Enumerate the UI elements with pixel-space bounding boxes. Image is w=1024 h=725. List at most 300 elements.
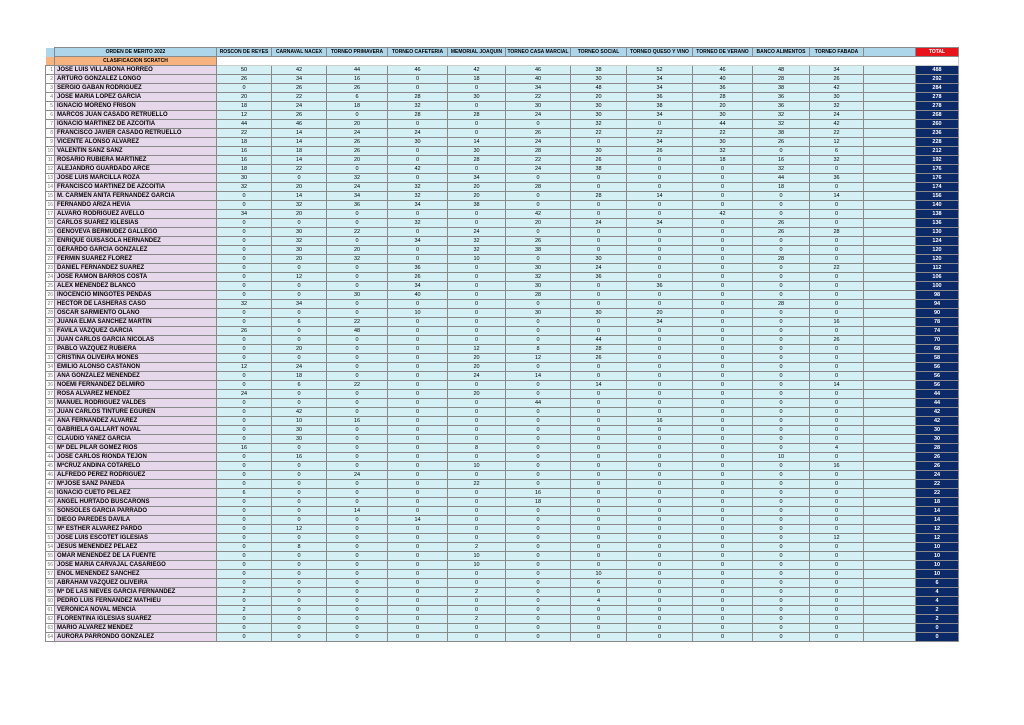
rank-cell: 48	[47, 490, 53, 496]
score-cell: 0	[810, 183, 864, 192]
player-name: JOSE MARIA LOPEZ GARCIA	[55, 93, 217, 102]
rank-cell: 3	[46, 84, 55, 93]
score-cell: 0	[753, 273, 810, 282]
score-cell: 28	[753, 255, 810, 264]
score-cell: 36	[810, 174, 864, 183]
score-cell: 0	[693, 345, 753, 354]
empty-cell	[864, 192, 916, 201]
total-cell: 56	[916, 381, 959, 390]
score-cell: 0	[272, 606, 327, 615]
score-cell: 0	[693, 453, 753, 462]
score-cell: 0	[810, 309, 864, 318]
score-cell: 46	[693, 66, 753, 75]
score-cell: 0	[627, 579, 693, 588]
score-cell: 0	[753, 525, 810, 534]
score-cell: 18	[327, 102, 388, 111]
score-cell: 0	[627, 615, 693, 624]
score-cell: 0	[627, 507, 693, 516]
table-row	[46, 345, 959, 354]
table-row	[46, 417, 959, 426]
score-cell: 0	[693, 507, 753, 516]
score-cell: 6	[571, 579, 627, 588]
score-cell: 38	[571, 66, 627, 75]
table-row	[46, 201, 959, 210]
score-cell: 0	[272, 570, 327, 579]
score-cell: 0	[217, 471, 272, 480]
table-row	[46, 363, 959, 372]
empty-cell	[864, 336, 916, 345]
score-cell: 30	[571, 102, 627, 111]
table-row	[46, 525, 959, 534]
score-cell: 0	[693, 282, 753, 291]
total-cell: 192	[916, 156, 959, 165]
score-cell: 30	[272, 228, 327, 237]
score-cell: 14	[388, 516, 448, 525]
player-name: HECTOR DE LASHERAS CASO	[55, 300, 217, 309]
score-cell: 14	[810, 192, 864, 201]
rank-cell: 51	[47, 517, 53, 523]
score-cell: 0	[506, 561, 571, 570]
score-cell: 0	[810, 579, 864, 588]
rank-cell: 20	[47, 238, 53, 244]
total-cell: 174	[916, 183, 959, 192]
score-cell: 0	[327, 489, 388, 498]
empty-cell	[864, 390, 916, 399]
score-cell: 0	[327, 165, 388, 174]
score-cell: 0	[217, 426, 272, 435]
empty-cell	[864, 156, 916, 165]
score-cell: 40	[506, 75, 571, 84]
score-cell: 26	[571, 156, 627, 165]
subtitle-row	[46, 57, 959, 66]
score-cell: 30	[272, 426, 327, 435]
score-cell: 46	[388, 66, 448, 75]
table-row	[46, 498, 959, 507]
score-cell: 0	[448, 435, 506, 444]
rank-cell: 36	[47, 382, 53, 388]
score-cell: 6	[272, 381, 327, 390]
score-cell: 0	[693, 417, 753, 426]
score-cell: 0	[217, 291, 272, 300]
score-cell: 0	[810, 210, 864, 219]
rank-cell: 40	[47, 418, 53, 424]
score-cell: 0	[327, 552, 388, 561]
table-row	[46, 453, 959, 462]
table-row	[46, 552, 959, 561]
table-row	[46, 579, 959, 588]
score-cell: 12	[217, 363, 272, 372]
score-cell: 30	[810, 93, 864, 102]
score-cell: 0	[693, 426, 753, 435]
rank-cell: 5	[46, 102, 55, 111]
score-cell: 0	[327, 237, 388, 246]
score-cell: 30	[388, 138, 448, 147]
table-row	[46, 129, 959, 138]
player-name: SERGIO GABAN RODRIGUEZ	[55, 84, 217, 93]
score-cell: 0	[571, 318, 627, 327]
score-cell: 36	[627, 93, 693, 102]
rank-cell: 13	[47, 175, 53, 181]
score-cell: 10	[571, 570, 627, 579]
score-cell: 0	[571, 516, 627, 525]
table-row	[46, 291, 959, 300]
score-cell: 0	[272, 444, 327, 453]
score-cell: 0	[693, 183, 753, 192]
score-cell: 0	[388, 543, 448, 552]
score-cell: 0	[448, 102, 506, 111]
player-name: AURORA PARRONDO GONZALEZ	[55, 633, 217, 642]
score-cell: 0	[388, 210, 448, 219]
table-row	[46, 534, 959, 543]
total-cell: 24	[916, 471, 959, 480]
score-cell: 20	[272, 183, 327, 192]
player-name: FERMIN SUAREZ FLOREZ	[55, 255, 217, 264]
score-cell: 32	[448, 237, 506, 246]
score-cell: 10	[388, 309, 448, 318]
player-name: IGNACIO CUETO PELAEZ	[55, 489, 217, 498]
score-cell: 0	[753, 246, 810, 255]
player-name: SONSOLES GARCIA PARRADO	[55, 507, 217, 516]
score-cell: 30	[448, 93, 506, 102]
table-row	[46, 102, 959, 111]
score-cell: 0	[448, 273, 506, 282]
score-cell: 0	[753, 633, 810, 642]
score-cell: 0	[810, 525, 864, 534]
score-cell: 20	[506, 219, 571, 228]
score-cell: 36	[753, 93, 810, 102]
score-cell: 28	[693, 93, 753, 102]
table-row	[46, 354, 959, 363]
empty-cell	[864, 471, 916, 480]
score-cell: 0	[571, 624, 627, 633]
score-cell: 20	[327, 156, 388, 165]
score-cell: 0	[810, 372, 864, 381]
score-cell: 16	[327, 417, 388, 426]
score-cell: 0	[506, 462, 571, 471]
rank-cell: 33	[47, 355, 53, 361]
score-cell: 2	[448, 543, 506, 552]
score-cell: 0	[217, 633, 272, 642]
empty-cell	[864, 552, 916, 561]
score-cell: 0	[217, 579, 272, 588]
player-name: PABLO VAZQUEZ RUBIERA	[55, 345, 217, 354]
score-cell: 0	[272, 390, 327, 399]
merit-order-table	[45, 47, 959, 642]
total-cell: 4	[916, 597, 959, 606]
score-cell: 0	[327, 606, 388, 615]
score-cell: 0	[272, 633, 327, 642]
score-cell: 34	[388, 237, 448, 246]
score-cell: 0	[627, 345, 693, 354]
score-cell: 0	[810, 516, 864, 525]
score-cell: 26	[388, 273, 448, 282]
table-row	[46, 480, 959, 489]
score-cell: 0	[388, 525, 448, 534]
score-cell: 0	[448, 489, 506, 498]
score-cell: 0	[217, 372, 272, 381]
player-name: MªJOSE SANZ PAÑEDA	[55, 480, 217, 489]
total-cell: 268	[916, 111, 959, 120]
score-cell: 0	[272, 471, 327, 480]
total-cell: 28	[916, 444, 959, 453]
score-cell: 0	[217, 255, 272, 264]
score-cell: 42	[506, 210, 571, 219]
rank-cell: 60	[47, 598, 53, 604]
score-cell: 0	[448, 606, 506, 615]
score-cell: 0	[810, 282, 864, 291]
rank-cell: 46	[47, 472, 53, 478]
score-cell: 14	[272, 156, 327, 165]
score-cell: 0	[753, 570, 810, 579]
empty-cell	[864, 408, 916, 417]
score-cell: 0	[327, 219, 388, 228]
score-cell: 28	[753, 300, 810, 309]
total-cell: 260	[916, 120, 959, 129]
score-cell: 26	[217, 75, 272, 84]
score-cell: 0	[627, 174, 693, 183]
table-row	[46, 606, 959, 615]
score-cell: 32	[810, 102, 864, 111]
score-cell: 0	[810, 417, 864, 426]
score-cell: 0	[753, 552, 810, 561]
score-cell: 0	[627, 435, 693, 444]
score-cell: 0	[388, 363, 448, 372]
score-cell: 20	[272, 345, 327, 354]
score-cell: 0	[627, 183, 693, 192]
score-cell: 0	[388, 372, 448, 381]
rank-cell: 14	[47, 184, 53, 190]
total-cell: 212	[916, 147, 959, 156]
score-cell: 0	[693, 174, 753, 183]
total-cell: 140	[916, 201, 959, 210]
score-cell: 0	[448, 291, 506, 300]
score-cell: 0	[753, 435, 810, 444]
rank-cell: 27	[47, 301, 53, 307]
score-cell: 0	[627, 444, 693, 453]
col-header: TORNEO CASA MARCIAL	[507, 49, 569, 55]
total-cell: 18	[916, 498, 959, 507]
score-cell: 0	[327, 309, 388, 318]
empty-cell	[864, 597, 916, 606]
score-cell: 8	[272, 543, 327, 552]
score-cell: 24	[506, 138, 571, 147]
score-cell: 0	[627, 246, 693, 255]
score-cell: 32	[388, 183, 448, 192]
table-row	[46, 264, 959, 273]
score-cell: 0	[571, 138, 627, 147]
score-cell: 0	[388, 228, 448, 237]
score-cell: 0	[753, 408, 810, 417]
score-cell: 0	[753, 399, 810, 408]
score-cell: 0	[327, 480, 388, 489]
score-cell: 0	[272, 597, 327, 606]
score-cell: 28	[506, 291, 571, 300]
score-cell: 0	[388, 435, 448, 444]
total-cell: 12	[916, 525, 959, 534]
score-cell: 0	[272, 561, 327, 570]
score-cell: 0	[810, 426, 864, 435]
total-cell: 42	[916, 408, 959, 417]
score-cell: 10	[448, 561, 506, 570]
empty-cell	[864, 201, 916, 210]
score-cell: 0	[327, 534, 388, 543]
score-cell: 0	[506, 480, 571, 489]
score-cell: 0	[388, 624, 448, 633]
empty-cell	[864, 624, 916, 633]
score-cell: 0	[217, 525, 272, 534]
score-cell: 26	[272, 84, 327, 93]
score-cell: 0	[272, 552, 327, 561]
rank-cell: 58	[47, 580, 53, 586]
score-cell: 0	[571, 282, 627, 291]
score-cell: 20	[448, 183, 506, 192]
empty-cell	[864, 273, 916, 282]
table-row	[46, 228, 959, 237]
empty-cell	[864, 372, 916, 381]
score-cell: 30	[506, 264, 571, 273]
score-cell: 0	[571, 372, 627, 381]
score-cell: 0	[388, 327, 448, 336]
score-cell: 44	[753, 174, 810, 183]
score-cell: 12	[272, 525, 327, 534]
rank-cell: 64	[47, 634, 53, 640]
score-cell: 0	[693, 219, 753, 228]
total-cell: 68	[916, 345, 959, 354]
rank-cell: 39	[47, 409, 53, 415]
empty-cell	[864, 480, 916, 489]
total-cell: 26	[916, 453, 959, 462]
table-row	[46, 66, 959, 75]
score-cell: 0	[327, 453, 388, 462]
empty-cell	[864, 354, 916, 363]
col-header: TORNEO PRIMAVERA	[327, 48, 388, 57]
score-cell: 0	[810, 237, 864, 246]
table-row	[46, 381, 959, 390]
score-cell: 0	[693, 615, 753, 624]
total-cell: 120	[916, 246, 959, 255]
empty-cell	[864, 237, 916, 246]
empty-cell	[864, 102, 916, 111]
total-cell: 42	[916, 417, 959, 426]
score-cell: 32	[388, 219, 448, 228]
score-cell: 0	[571, 408, 627, 417]
score-cell: 28	[571, 345, 627, 354]
score-cell: 0	[627, 210, 693, 219]
score-cell: 0	[627, 399, 693, 408]
total-cell: 112	[916, 264, 959, 273]
player-name: DIEGO PAREDES DAVILA	[55, 516, 217, 525]
score-cell: 0	[506, 318, 571, 327]
score-cell: 0	[388, 255, 448, 264]
score-cell: 0	[388, 552, 448, 561]
score-cell: 32	[217, 183, 272, 192]
total-cell: 30	[916, 426, 959, 435]
score-cell: 0	[627, 363, 693, 372]
table-row	[46, 282, 959, 291]
score-cell: 0	[327, 300, 388, 309]
score-cell: 48	[753, 66, 810, 75]
player-name: ENRIQUE GUISASOLA HERNANDEZ	[55, 237, 217, 246]
score-cell: 30	[571, 75, 627, 84]
score-cell: 0	[272, 219, 327, 228]
score-cell: 0	[693, 228, 753, 237]
rank-cell: 9	[46, 138, 55, 147]
score-cell: 26	[272, 111, 327, 120]
score-cell: 0	[693, 489, 753, 498]
table-row	[46, 435, 959, 444]
score-cell: 0	[810, 399, 864, 408]
score-cell: 0	[571, 480, 627, 489]
table-row	[46, 543, 959, 552]
col-header: TORNEO DE VERANO	[693, 48, 753, 57]
empty-cell	[864, 309, 916, 318]
total-cell: 120	[916, 255, 959, 264]
rank-cell: 59	[47, 589, 53, 595]
score-cell: 0	[327, 336, 388, 345]
score-cell: 14	[272, 129, 327, 138]
score-cell: 24	[506, 111, 571, 120]
score-cell: 34	[327, 192, 388, 201]
score-cell: 0	[506, 435, 571, 444]
empty-cell	[864, 75, 916, 84]
score-cell: 0	[506, 192, 571, 201]
score-cell: 28	[448, 111, 506, 120]
score-cell: 0	[388, 246, 448, 255]
empty-cell	[864, 507, 916, 516]
score-cell: 0	[627, 480, 693, 489]
score-cell: 0	[571, 300, 627, 309]
score-cell: 0	[217, 462, 272, 471]
player-name: FAVILA VAZQUEZ GARCIA	[55, 327, 217, 336]
score-cell: 36	[571, 273, 627, 282]
score-cell: 20	[448, 354, 506, 363]
player-name: JUAN CARLOS TINTURE EGUREN	[55, 408, 217, 417]
score-cell: 24	[327, 471, 388, 480]
score-cell: 0	[571, 534, 627, 543]
score-cell: 0	[506, 606, 571, 615]
score-cell: 0	[571, 453, 627, 462]
score-cell: 0	[753, 417, 810, 426]
score-cell: 0	[753, 363, 810, 372]
empty-cell	[864, 588, 916, 597]
table-row	[46, 120, 959, 129]
player-name: JOSE MARIA CARVAJAL CASARIEGO	[55, 561, 217, 570]
empty-cell	[864, 633, 916, 642]
score-cell: 0	[388, 498, 448, 507]
score-cell: 18	[217, 138, 272, 147]
score-cell: 32	[388, 102, 448, 111]
score-cell: 14	[506, 372, 571, 381]
total-cell: 488	[916, 66, 959, 75]
player-name: VERONICA NOVAL MENCIA	[55, 606, 217, 615]
score-cell: 0	[448, 570, 506, 579]
score-cell: 0	[627, 228, 693, 237]
score-cell: 0	[753, 516, 810, 525]
empty-cell	[864, 111, 916, 120]
total-cell: 176	[916, 174, 959, 183]
score-cell: 0	[272, 264, 327, 273]
score-cell: 0	[506, 588, 571, 597]
score-cell: 28	[753, 75, 810, 84]
score-cell: 0	[506, 327, 571, 336]
score-cell: 30	[327, 291, 388, 300]
score-cell: 0	[627, 327, 693, 336]
rank-cell: 2	[46, 75, 55, 84]
score-cell: 0	[627, 255, 693, 264]
score-cell: 32	[272, 237, 327, 246]
rank-cell: 63	[47, 625, 53, 631]
score-cell: 0	[506, 444, 571, 453]
